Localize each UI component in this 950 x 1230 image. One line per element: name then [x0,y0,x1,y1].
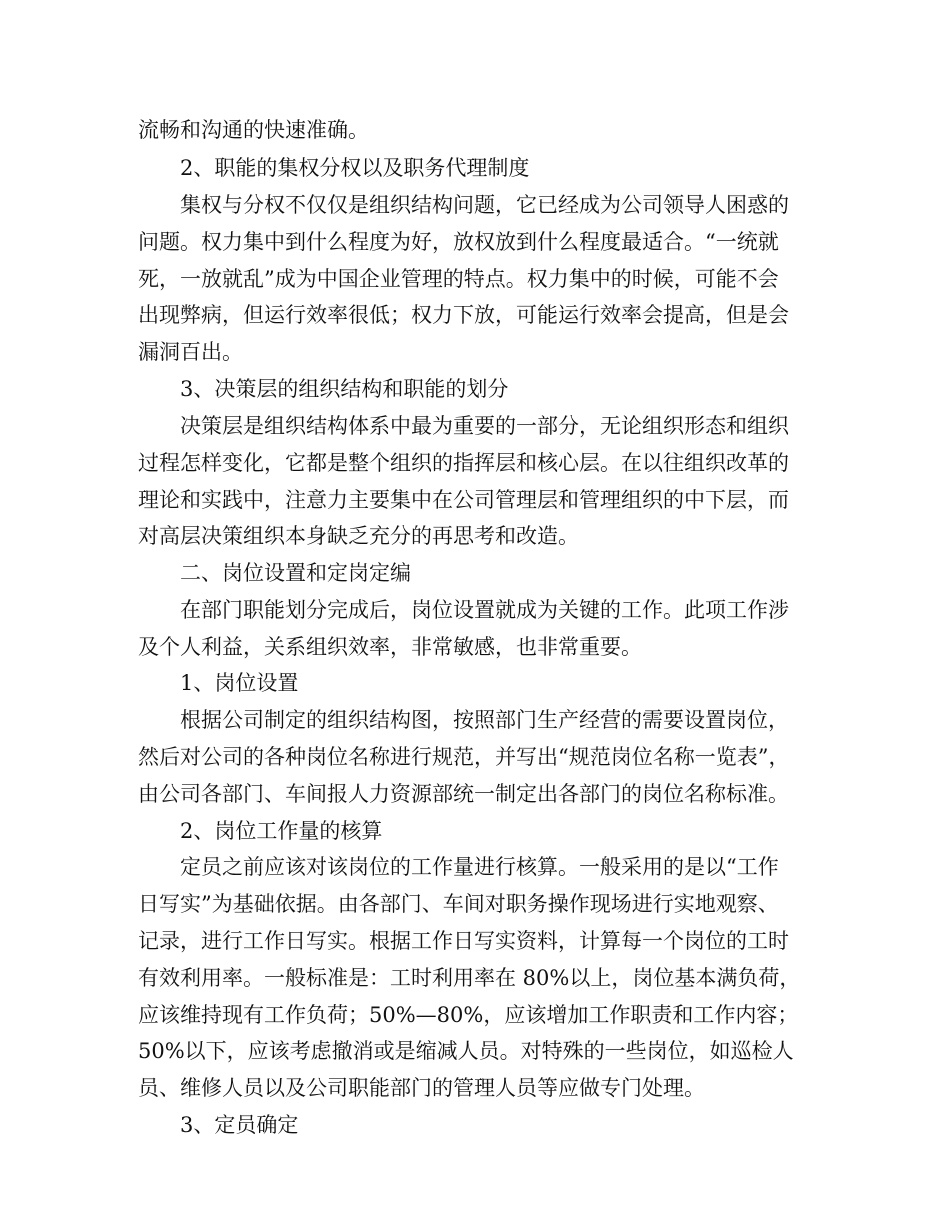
section-heading: 3、定员确定 [180,1113,299,1137]
paragraph-line: 员、维修人员以及公司职能部门的管理人员等应做专门处理。 [138,1076,705,1100]
paragraph-line: 漏洞百出。 [138,340,243,364]
section-heading: 2、岗位工作量的核算 [180,819,383,843]
paragraph-line: 根据公司制定的组织结构图，按照部门生产经营的需要设置岗位， [180,708,789,732]
paragraph-line: 有效利用率。一般标准是：工时利用率在 80%以上，岗位基本满负荷， [138,966,801,990]
section-heading: 二、岗位设置和定岗定编 [180,561,411,585]
paragraph-line: 死，一放就乱”成为中国企业管理的特点。权力集中的时候，可能不会 [138,267,779,291]
paragraph-line: 过程怎样变化，它都是整个组织的指挥层和核心层。在以往组织改革的 [138,451,789,475]
paragraph-line: 对高层决策组织本身缺乏充分的再思考和改造。 [138,524,579,548]
paragraph-line: 集权与分权不仅仅是组织结构问题，它已经成为公司领导人困惑的 [180,193,789,217]
paragraph-line: 出现弊病，但运行效率很低；权力下放，可能运行效率会提高，但是会 [138,303,789,327]
paragraph-line: 问题。权力集中到什么程度为好，放权放到什么程度最适合。“一统就 [138,230,779,254]
paragraph-continuation: 流畅和沟通的快速准确。 [138,118,369,142]
paragraph-line: 日写实”为基础依据。由各部门、车间对职务操作现场进行实地观察、 [138,892,779,916]
paragraph-line: 50%以下，应该考虑撤消或是缩减人员。对特殊的一些岗位，如巡检人 [138,1039,794,1063]
paragraph-line: 在部门职能划分完成后，岗位设置就成为关键的工作。此项工作涉 [180,598,789,622]
section-heading: 3、决策层的组织结构和职能的划分 [180,377,509,401]
paragraph-line: 应该维持现有工作负荷；50%—80%，应该增加工作职责和工作内容； [138,1003,799,1027]
paragraph-line: 记录，进行工作日写实。根据工作日写实资料，计算每一个岗位的工时 [138,929,789,953]
paragraph-line: 由公司各部门、车间报人力资源部统一制定出各部门的岗位名称标准。 [138,782,789,806]
paragraph-line: 然后对公司的各种岗位名称进行规范，并写出“规范岗位名称一览表”， [138,745,790,769]
paragraph-line: 决策层是组织结构体系中最为重要的一部分，无论组织形态和组织 [180,414,789,438]
section-heading: 2、职能的集权分权以及职务代理制度 [180,156,530,180]
paragraph-line: 及个人利益，关系组织效率，非常敏感，也非常重要。 [138,635,642,659]
paragraph-line: 理论和实践中，注意力主要集中在公司管理层和管理组织的中下层，而 [138,488,789,512]
section-heading: 1、岗位设置 [180,671,299,695]
paragraph-line: 定员之前应该对该岗位的工作量进行核算。一般采用的是以“工作 [180,855,779,879]
